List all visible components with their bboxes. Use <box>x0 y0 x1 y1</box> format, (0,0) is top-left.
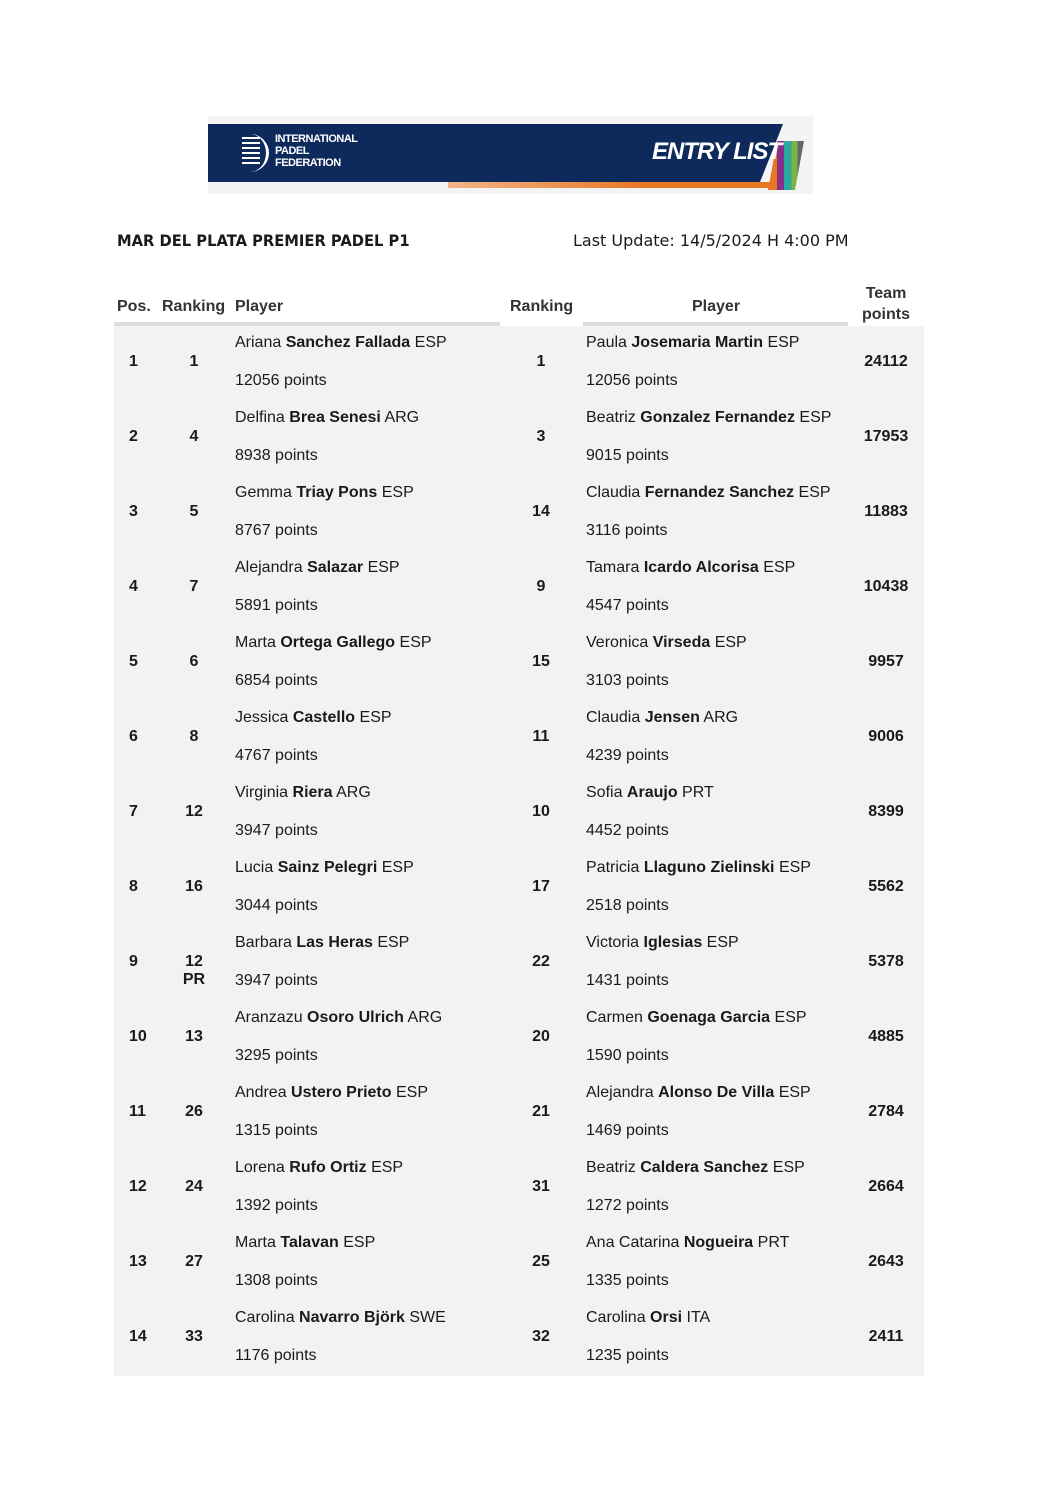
ranking-2: 31 <box>532 1178 550 1195</box>
player-2-points: 1335 points <box>586 1272 669 1289</box>
position: 5 <box>129 653 138 670</box>
ranking-1: 33 <box>185 1328 203 1345</box>
player-2-name: Tamara Icardo Alcorisa ESP <box>586 559 796 576</box>
player-2-name: Sofia Araujo PRT <box>586 784 714 801</box>
player-1-points: 8938 points <box>235 447 318 464</box>
team-points: 17953 <box>863 428 909 445</box>
position: 7 <box>129 803 138 820</box>
player-2-points: 1469 points <box>586 1122 669 1139</box>
table-row <box>114 1001 924 1076</box>
team-points: 4885 <box>868 1028 904 1045</box>
player-2-name: Paula Josemaria Martin ESP <box>586 334 800 351</box>
header-team-points: Team points <box>862 285 910 323</box>
player-1-points: 1308 points <box>235 1272 318 1289</box>
ranking-1: 16 <box>185 878 203 895</box>
player-2-points: 4547 points <box>586 597 669 614</box>
ranking-1: 27 <box>185 1253 203 1270</box>
ranking-2: 22 <box>532 953 550 970</box>
player-1-points: 1392 points <box>235 1197 318 1214</box>
player-1-name: Virginia Riera ARG <box>235 784 371 801</box>
player-1-name: Marta Ortega Gallego ESP <box>235 634 432 651</box>
player-1-name: Lucia Sainz Pelegri ESP <box>235 859 414 876</box>
player-1-points: 1176 points <box>235 1347 317 1364</box>
header-player-2: Player <box>692 298 741 315</box>
player-1-points: 12056 points <box>235 372 327 389</box>
team-points: 11883 <box>864 503 908 520</box>
player-2-points: 9015 points <box>586 447 669 464</box>
ranking-1: 12 PR <box>182 953 206 988</box>
position: 12 <box>129 1178 147 1195</box>
team-points: 9006 <box>868 728 904 745</box>
player-1-name: Marta Talavan ESP <box>235 1234 376 1251</box>
team-points: 8399 <box>868 803 904 820</box>
player-2-name: Claudia Jensen ARG <box>586 709 739 726</box>
position: 8 <box>129 878 138 895</box>
player-2-name: Claudia Fernandez Sanchez ESP <box>586 484 831 501</box>
ranking-1: 1 <box>189 353 199 370</box>
player-2-name: Beatriz Caldera Sanchez ESP <box>586 1159 805 1176</box>
player-1-points: 8767 points <box>235 522 318 539</box>
last-update: Last Update: 14/5/2024 H 4:00 PM <box>573 231 849 250</box>
table-row <box>114 776 924 851</box>
table-row <box>114 326 924 401</box>
ranking-2: 21 <box>532 1103 550 1120</box>
player-2-name: Beatriz Gonzalez Fernandez ESP <box>586 409 832 426</box>
player-2-points: 3116 points <box>586 522 668 539</box>
table-row <box>114 926 924 1001</box>
ranking-1: 7 <box>189 578 199 595</box>
ranking-2: 25 <box>532 1253 550 1270</box>
team-points: 2784 <box>868 1103 904 1120</box>
player-1-name: Gemma Triay Pons ESP <box>235 484 414 501</box>
team-points: 9957 <box>868 653 904 670</box>
event-title: MAR DEL PLATA PREMIER PADEL P1 <box>117 231 410 250</box>
player-1-name: Ariana Sanchez Fallada ESP <box>235 334 447 351</box>
ranking-1: 5 <box>189 503 199 520</box>
player-1-points: 5891 points <box>235 597 318 614</box>
ranking-2: 20 <box>532 1028 550 1045</box>
player-1-name: Carolina Navarro Björk SWE <box>235 1309 446 1326</box>
player-2-name: Ana Catarina Nogueira PRT <box>586 1234 790 1251</box>
player-2-points: 4239 points <box>586 747 669 764</box>
ranking-2: 15 <box>532 653 550 670</box>
header-player-1: Player <box>235 298 284 315</box>
player-1-points: 6854 points <box>235 672 318 689</box>
position: 1 <box>129 353 138 370</box>
ranking-1: 13 <box>185 1028 203 1045</box>
player-2-points: 4452 points <box>586 822 669 839</box>
team-points: 24112 <box>864 353 908 370</box>
position: 14 <box>129 1328 147 1345</box>
entry-table <box>114 326 924 1376</box>
team-points: 10438 <box>863 578 909 595</box>
table-row <box>114 1076 924 1151</box>
player-1-points: 3044 points <box>235 897 318 914</box>
team-points: 2643 <box>868 1253 904 1270</box>
ranking-2: 9 <box>536 578 546 595</box>
ranking-1: 24 <box>185 1178 203 1195</box>
banner-title: ENTRY LIST <box>652 138 782 165</box>
ranking-1: 12 <box>185 803 203 820</box>
ranking-2: 32 <box>532 1328 550 1345</box>
player-2-points: 1431 points <box>586 972 669 989</box>
player-2-points: 1272 points <box>586 1197 669 1214</box>
player-1-points: 3295 points <box>235 1047 318 1064</box>
table-row <box>114 476 924 551</box>
header-ranking-1: Ranking <box>162 298 226 315</box>
player-1-points: 1315 points <box>235 1122 318 1139</box>
player-2-name: Patricia Llaguno Zielinski ESP <box>586 859 811 876</box>
player-2-points: 12056 points <box>586 372 678 389</box>
player-1-name: Lorena Rufo Ortiz ESP <box>235 1159 404 1176</box>
player-1-name: Andrea Ustero Prieto ESP <box>235 1084 428 1101</box>
position: 13 <box>129 1253 147 1270</box>
player-1-name: Barbara Las Heras ESP <box>235 934 410 951</box>
ipf-logo-text: INTERNATIONAL PADEL FEDERATION <box>275 133 358 169</box>
player-1-name: Alejandra Salazar ESP <box>235 559 400 576</box>
ranking-2: 1 <box>536 353 546 370</box>
table-row <box>114 851 924 926</box>
player-2-points: 3103 points <box>586 672 669 689</box>
player-1-name: Aranzazu Osoro Ulrich ARG <box>235 1009 443 1026</box>
table-row <box>114 1151 924 1226</box>
ranking-1: 26 <box>185 1103 203 1120</box>
ipf-entry-list-banner <box>208 116 813 194</box>
player-2-name: Carolina Orsi ITA <box>586 1309 711 1326</box>
table-row <box>114 1226 924 1301</box>
position: 4 <box>129 578 138 595</box>
team-points: 2664 <box>868 1178 904 1195</box>
position: 11 <box>129 1103 146 1120</box>
position: 6 <box>129 728 138 745</box>
ranking-2: 17 <box>532 878 550 895</box>
player-2-points: 1235 points <box>586 1347 669 1364</box>
player-1-name: Jessica Castello ESP <box>235 709 392 726</box>
ranking-1: 6 <box>189 653 199 670</box>
position: 3 <box>129 503 138 520</box>
ranking-2: 10 <box>532 803 550 820</box>
table-row <box>114 701 924 776</box>
ranking-1: 4 <box>189 428 199 445</box>
player-2-name: Victoria Iglesias ESP <box>586 934 739 951</box>
player-2-name: Veronica Virseda ESP <box>586 634 747 651</box>
ranking-2: 14 <box>532 503 550 520</box>
table-row <box>114 401 924 476</box>
ranking-2: 3 <box>536 428 546 445</box>
player-1-name: Delfina Brea Senesi ARG <box>235 409 420 426</box>
ranking-2: 11 <box>532 728 550 745</box>
header-ranking-2: Ranking <box>510 298 574 315</box>
team-points: 5378 <box>868 953 904 970</box>
player-2-points: 2518 points <box>586 897 669 914</box>
player-1-points: 3947 points <box>235 972 318 989</box>
table-row <box>114 626 924 701</box>
table-row <box>114 551 924 626</box>
position: 9 <box>129 953 138 970</box>
team-points: 2411 <box>868 1328 904 1345</box>
ranking-1: 8 <box>189 728 199 745</box>
position: 10 <box>129 1028 147 1045</box>
player-1-points: 3947 points <box>235 822 318 839</box>
table-row <box>114 1301 924 1376</box>
player-2-name: Carmen Goenaga Garcia ESP <box>586 1009 807 1026</box>
player-1-points: 4767 points <box>235 747 318 764</box>
player-2-name: Alejandra Alonso De Villa ESP <box>586 1084 811 1101</box>
position: 2 <box>129 428 138 445</box>
header-pos: Pos. <box>117 298 151 315</box>
player-2-points: 1590 points <box>586 1047 669 1064</box>
team-points: 5562 <box>868 878 904 895</box>
